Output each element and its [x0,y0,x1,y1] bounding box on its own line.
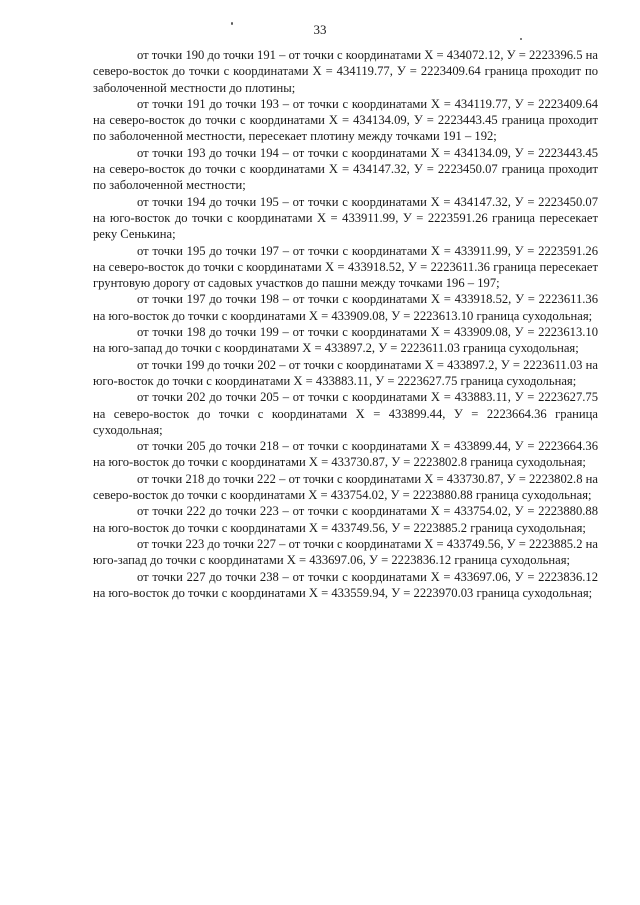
boundary-paragraph: от точки 199 до точки 202 – от точки с координатами Х = 433897.2, У = 2223611.03 на юго-восток до точки с координатами Х = 433883.11, У = 2223627.75 граница суходольная; [93,357,598,388]
boundary-paragraph: от точки 191 до точки 193 – от точки с координатами Х = 434119.77, У = 2223409.64 на северо-восток до точки с координатами Х = 434134.09, У = 2223443.45 граница проходит по заболоченной местности, пересекает плотину между точками 191 – 192; [93,96,598,144]
boundary-paragraph: от точки 198 до точки 199 – от точки с координатами Х = 433909.08, У = 2223613.10 на юго-запад до точки с координатами Х = 433897.2, У = 2223611.03 граница суходольная; [93,325,598,356]
boundary-paragraph: от точки 190 до точки 191 – от точки с координатами Х = 434072.12, У = 2223396.5 на северо-восток до точки с координатами Х = 434119.77, У = 2223409.64 граница проходит по заболоченной местности до плотины; [93,48,598,95]
boundary-paragraph: от точки 202 до точки 205 – от точки с координатами Х = 433883.11, У = 2223627.75 на северо-восток до точки с координатами Х = 433899.44, У = 2223664.36 граница суходольная; [93,390,598,437]
boundary-paragraph: от точки 222 до точки 223 – от точки с координатами Х = 433754.02, У = 2223880.88 на юго-восток до точки с координатами Х = 433749.56, У = 2223885.2 граница суходольная; [93,504,598,535]
boundary-paragraph: от точки 193 до точки 194 – от точки с координатами Х = 434134.09, У = 2223443.45 на северо-восток до точки с координатами Х = 434147.32, У = 2223450.07 граница проходит по заболоченной местности; [93,145,598,193]
boundary-paragraph: от точки 197 до точки 198 – от точки с координатами Х = 433918.52, У = 2223611.36 на юго-восток до точки с координатами Х = 433909.08, У = 2223613.10 граница суходольная; [93,292,598,323]
boundary-paragraph: от точки 223 до точки 227 – от точки с координатами Х = 433749.56, У = 2223885.2 на юго-запад до точки с координатами Х = 433697.06, У = 2223836.12 граница суходольная; [93,536,598,568]
page-number: 33 [313,22,327,37]
scan-speck [520,38,522,40]
boundary-paragraph: от точки 218 до точки 222 – от точки с координатами Х = 433730.87, У = 2223802.8 на северо-восток до точки с координатами Х = 433754.02, У = 2223880.88 граница суходольная; [93,471,598,503]
boundary-paragraph: от точки 205 до точки 218 – от точки с координатами Х = 433899.44, У = 2223664.36 на юго-восток до точки с координатами Х = 433730.87, У = 2223802.8 граница суходольная; [93,439,598,470]
boundary-paragraph: от точки 227 до точки 238 – от точки с координатами Х = 433697.06, У = 2223836.12 на юго-восток до точки с координатами Х = 433559.94, У = 2223970.03 граница суходольная; [93,569,598,600]
boundary-paragraph: от точки 195 до точки 197 – от точки с координатами Х = 433911.99, У = 2223591.26 на северо-восток до точки с координатами Х = 433918.52, У = 2223611.36 граница пересекает грунтовую дорогу от садовых участков до пашни между точками 196 – 197; [93,243,598,291]
document-body [93,47,598,601]
boundary-paragraph: от точки 194 до точки 195 – от точки с координатами Х = 434147.32, У = 2223450.07 на юго-восток до точки с координатами Х = 433911.99, У = 2223591.26 граница пересекает реку Сенькина; [93,194,598,242]
